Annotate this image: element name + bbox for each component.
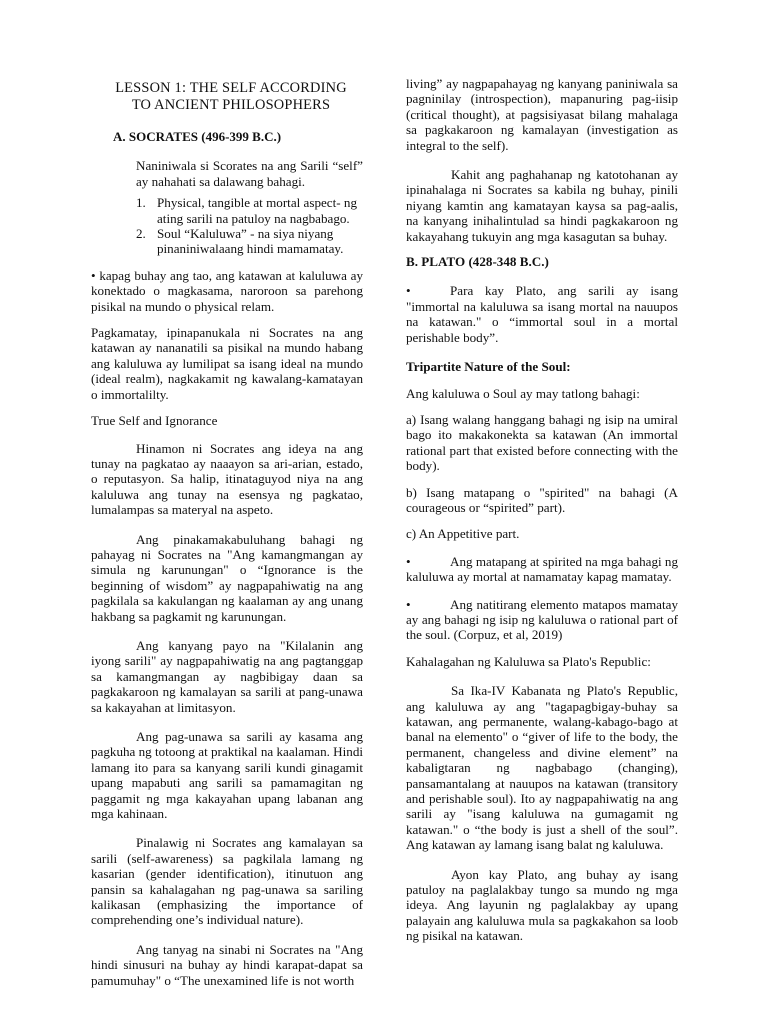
paragraph-pinalawig: Pinalawig ni Socrates ang kamalayan sa sarili (self-awareness) sa pagkilala lamang ng kasarian (gender identification), itinutuon ang pansin sa kahalagahan ng pag-unawa sa sariling kalikasan (emphasizing the importance of comprehending one’s individual nature).	[91, 835, 363, 928]
paragraph-pinakamakabuluhang: Ang pinakamakabuluhang bahagi ng pahayag ni Socrates na "Ang kamangmangan ay simula ng karunungan" o “Ignorance is the beginning of wisdom” ay nagpapahiwatig na ang pagkilala sa kakulangan ng kaalaman ay ang unang hakbang sa pagkamit ng karunungan.	[91, 531, 363, 624]
bullet-paragraph-mortal: • Ang matapang at spirited na mga bahagi ng kaluluwa ay mortal at namamatay kapag mamatay.	[406, 553, 678, 585]
bullet-paragraph: • kapag buhay ang tao, ang katawan at kaluluwa ay konektado o magkasama, naroroon sa parehong pisikal na mundo o physical relam.	[91, 267, 363, 314]
paragraph-ayon-kay-plato: Ayon kay Plato, ang buhay ay isang patuloy na paglalakbay tungo sa mundo ng mga ideya. Ang layunin ng paglalakbay ay upang palayain ang kaluluwa mula sa pagkakahon sa loob ng pisikal na katawan.	[406, 866, 678, 944]
paragraph-payo: Ang kanyang payo na "Kilalanin ang iyong sarili" ay nagpapahiwatig na ang pagtanggap sa kamangmangan ay nagbibigay daan sa pagkakaroon ng kamalayan sa sarili at pang-unawa sa kakayahan at limitasyon.	[91, 637, 363, 715]
intro-paragraph: Naniniwala si Scorates na ang Sarili “self” ay nahahati sa dalawang bahagi.	[136, 158, 363, 189]
paragraph-part-a: a) Isang walang hanggang bahagi ng isip na umiral bago ito makakonekta sa katawan (An immortal rational part that existed before connecting with the body).	[406, 411, 678, 474]
title-line-2: TO ANCIENT PHILOSOPHERS	[131, 97, 331, 113]
subheading-kahalagahan: Kahalagahan ng Kaluluwa sa Plato's Republic:	[406, 653, 651, 669]
paragraph-part-b: b) Isang matapang o "spirited" na bahagi (A courageous or “spirited” part).	[406, 484, 678, 515]
paragraph-pag-unawa: Ang pag-unawa sa sarili ay kasama ang pagkuha ng totoong at praktikal na kaalaman. Hindi lamang ito para sa kanyang sarili kundi ginagamit upang mapabuti ang sarili sa pamamagitan ng paggamit ng mga kakayahan upang labanan ang mga kahinaan.	[91, 729, 363, 822]
left-column	[91, 76, 363, 988]
section-heading-socrates: A. SOCRATES (496-399 B.C.)	[113, 129, 282, 144]
subheading-tripartite: Tripartite Nature of the Soul:	[406, 359, 571, 375]
list-item: 2. Soul “Kaluluwa” - na siya niyang pinaniniwalaang hindi mamamatay.	[136, 226, 344, 257]
bullet-mark: •	[406, 283, 411, 299]
paragraph-hinamon: Hinamon ni Socrates ang ideya na ang tunay na pagkatao ay naaayon sa ari-arian, estado, o reputasyon. Sa halip, itinataguyod niya na ang kaluluwa ang tunay na esensya ng pagkatao, lumalampas sa materyal na aspeto.	[91, 440, 363, 518]
section-heading-plato: B. PLATO (428-348 B.C.)	[406, 254, 549, 270]
self-parts-list	[136, 195, 363, 257]
paragraph-kahit: Kahit ang paghahanap ng katotohanan ay ipinahalaga ni Socrates sa kabila ng buhay, pinili niyang kamtin ang kamatayan kaysa sa pag-aalis, na kanyang inihalintulad sa hindi pagkakaroon ng kakayahang tukuyin ang mga kasagutan sa buhay.	[406, 167, 678, 244]
paragraph-tatlong-bahagi: Ang kaluluwa o Soul ay may tatlong bahagi:	[406, 385, 640, 401]
paragraph-pagkamatay: Pagkamatay, ipinapanukala ni Socrates na ang katawan ay nananatili sa pisikal na mundo habang ang kaluluwa ay lumilipat sa isang ideal na mundo (ideal realm), nagkakamit ng kawalang-kamatayan o immortalilty.	[91, 325, 363, 402]
paragraph-continuation: living” ay nagpapahayag ng kanyang paniniwala sa pagninilay (introspection), mapanuring pag-iisip (critical thought), at pagsisiyasat bilang mahalaga sa pagkakaroon ng kamalayan (investigation as integral to the self).	[406, 76, 678, 153]
paragraph-part-c: c) An Appetitive part.	[406, 526, 520, 542]
title-line-1: LESSON 1: THE SELF ACCORDING	[115, 80, 347, 96]
bullet-mark: •	[406, 596, 411, 612]
list-item: 1. Physical, tangible at mortal aspect- ng ating sarili na patuloy na nagbabago.	[136, 195, 357, 226]
subheading-true-self: True Self and Ignorance	[91, 413, 218, 429]
lesson-title	[91, 80, 363, 114]
bullet-mark: •	[406, 553, 411, 569]
paragraph-tanyag: Ang tanyag na sinabi ni Socrates na "Ang hindi sinusuri na buhay ay hindi karapat-dapat sa pamumuhay" o “The unexamined life is not worth	[91, 941, 363, 988]
paragraph-republic: Sa Ika-IV Kabanata ng Plato's Republic, ang kaluluwa ay ang "tagapagbigay-buhay sa katawan, ang permanente, walang-kabago-bago at banal na elemento" o “giver of life to the body, the permanent, changeless and divine element” na kabaligtaran ng nagbabago (changing), pansamantalang at nauupos na katawan (transitory and perishable soul). Ito ay nagpapahiwatig na ang sarili ay "isang kaluluwa na gumagamit ng katawan." o “the body is just a shell of the soul”. Ang katawan ay lamang isang balat ng kaluluwa.	[406, 683, 678, 853]
bullet-paragraph-rational: • Ang natitirang elemento matapos mamatay ay ang bahagi ng isip ng kaluluwa o rational part of the soul. (Corpuz, et al, 2019)	[406, 596, 678, 643]
right-column	[406, 76, 678, 944]
paragraph-plato: • Para kay Plato, ang sarili ay isang "immortal na kaluluwa sa isang mortal na nauupos na katawan." o “immortal soul in a mortal perishable body”.	[406, 283, 678, 345]
